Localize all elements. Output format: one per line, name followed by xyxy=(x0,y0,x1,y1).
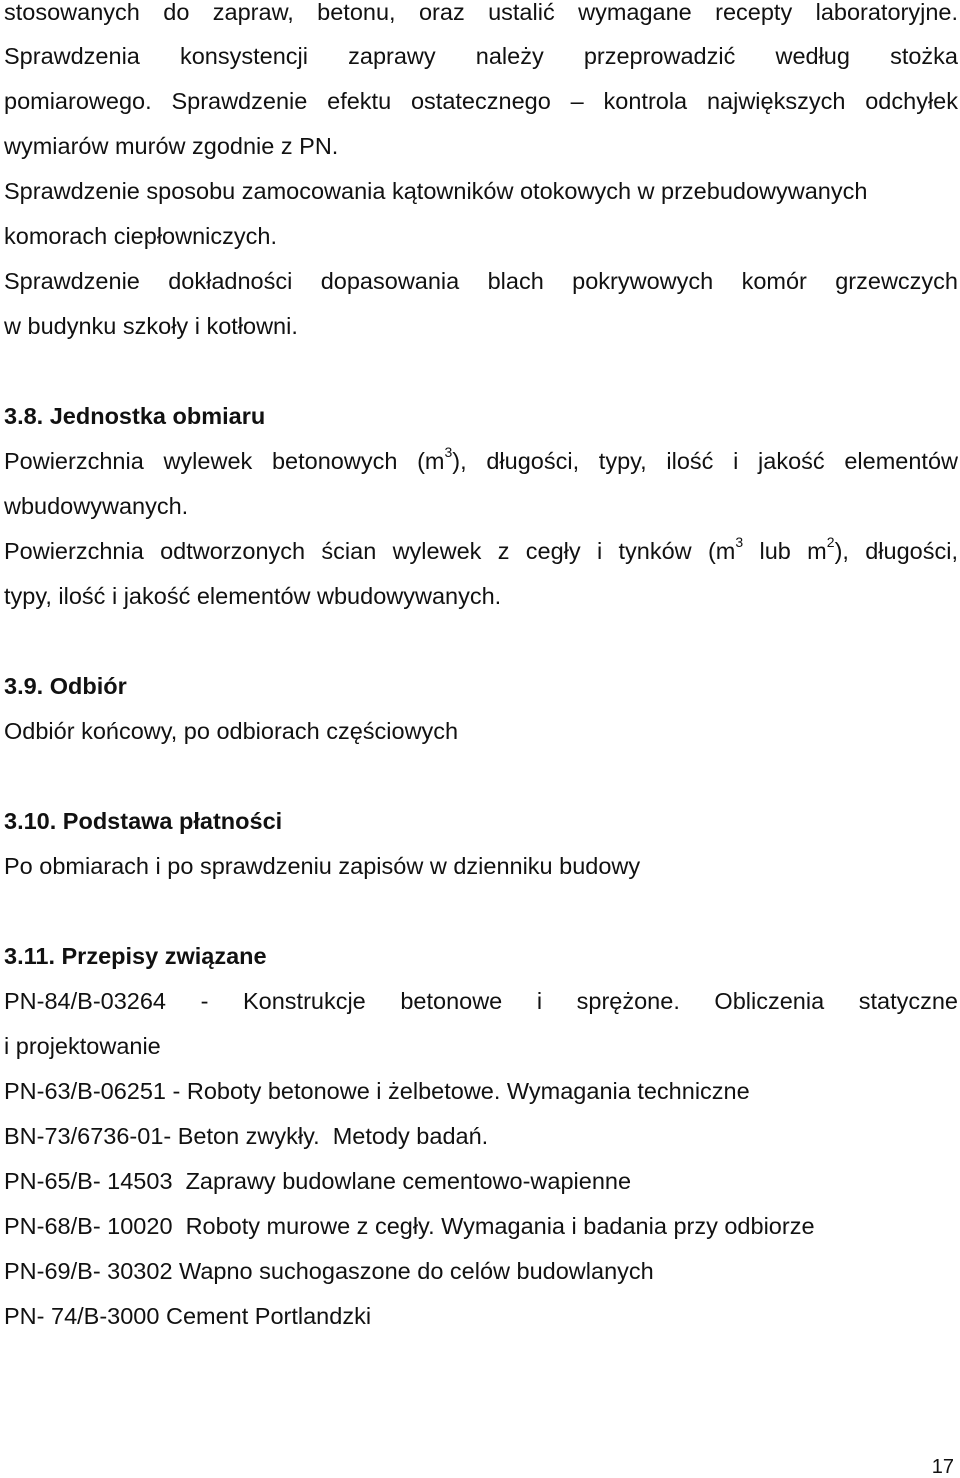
section-heading-3-9: 3.9. Odbiór xyxy=(4,673,127,699)
regulation-item: PN-84/B-03264 - Konstrukcje betonowe i sprężone. Obliczenia statyczne xyxy=(4,988,958,1014)
paragraph-line: wymiarów murów zgodnie z PN. xyxy=(4,133,339,159)
regulation-item: PN- 74/B-3000 Cement Portlandzki xyxy=(4,1303,372,1329)
regulation-item: PN-65/B- 14503 Zaprawy budowlane cementowo-wapienne xyxy=(4,1168,632,1194)
section-3-8-text-line: Powierzchnia wylewek betonowych $(m^3)$, długości, typy, ilość i jakość elementów xyxy=(4,444,958,474)
regulation-item: PN-69/B- 30302 Wapno suchogaszone do celów budowlanych xyxy=(4,1258,654,1284)
paragraph-line: pomiarowego. Sprawdzenie efektu ostatecznego – kontrola największych odchyłek xyxy=(4,88,958,114)
section-3-8-text-line: Powierzchnia odtworzonych ścian wylewek z cegły i tynków ($m^3$ lub $m^2$), długości, xyxy=(4,534,958,564)
page-number: 17 xyxy=(931,1456,954,1478)
section-heading-3-11: 3.11. Przepisy związane xyxy=(4,943,267,969)
paragraph-line: Sprawdzenia konsystencji zaprawy należy przeprowadzić według stożka xyxy=(4,43,958,69)
regulation-item: PN-63/B-06251 - Roboty betonowe i żelbetowe. Wymagania techniczne xyxy=(4,1078,750,1104)
section-heading-3-10: 3.10. Podstawa płatności xyxy=(4,808,283,834)
section-3-8-text-line: wbudowywanych. xyxy=(4,493,189,519)
section-heading-3-8: 3.8. Jednostka obmiaru xyxy=(4,403,266,429)
section-3-10-text: Po obmiarach i po sprawdzeniu zapisów w dzienniku budowy xyxy=(4,853,641,879)
paragraph-line: Sprawdzenie sposobu zamocowania kątowników otokowych w przebudowywanych xyxy=(4,178,868,204)
paragraph-line: komorach ciepłowniczych. xyxy=(4,223,277,249)
paragraph-line: w budynku szkoły i kotłowni. xyxy=(4,313,298,339)
regulation-item: i projektowanie xyxy=(4,1033,161,1059)
paragraph-line: stosowanych do zapraw, betonu, oraz ustalić wymagane recepty laboratoryjne. xyxy=(4,0,958,25)
regulation-item: BN-73/6736-01- Beton zwykły. Metody badań. xyxy=(4,1123,489,1149)
section-3-9-text: Odbiór końcowy, po odbiorach częściowych xyxy=(4,718,459,744)
regulation-item: PN-68/B- 10020 Roboty murowe z cegły. Wymagania i badania przy odbiorze xyxy=(4,1213,815,1239)
section-3-8-text-line: typy, ilość i jakość elementów wbudowywanych. xyxy=(4,583,502,609)
paragraph-line: Sprawdzenie dokładności dopasowania blach pokrywowych komór grzewczych xyxy=(4,268,958,294)
